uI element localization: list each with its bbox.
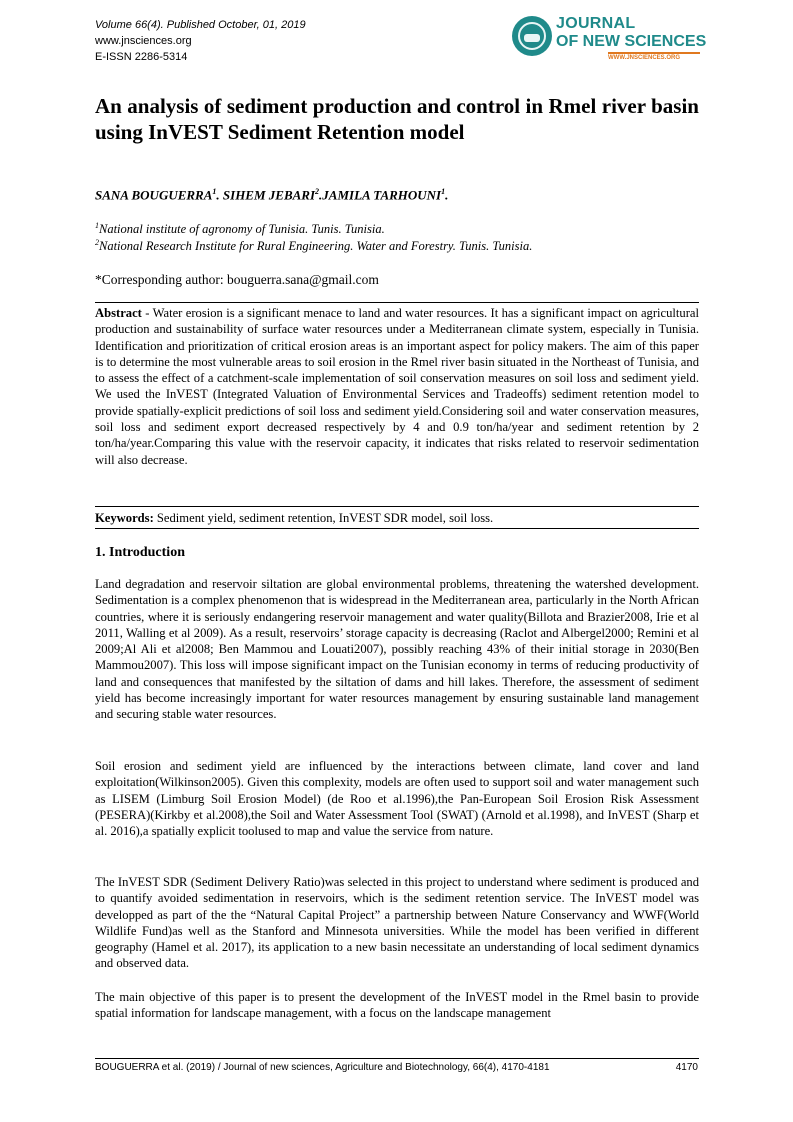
author-separator: . (216, 187, 223, 203)
abstract-text: - Water erosion is a significant menace to land and water resources. It has a significant impact on agricultural production and sustainability of surface water resources under a Mediterranean climate system, especially in Tunisia. Identification and prioritization of critical erosion areas is an important aspect for policy makers. The aim of this paper is to determine the most vulnerable areas to soil erosion in the Rmel river basin situated in the Northeast of Tunisia, and to assess the effect of a catchment-scale implementation of soil conservation measures on soil loss and sediment yield. We used the InVEST (Integrated Valuation of Environmental Services and Tradeoffs) sediment retention model to provide spatially-explicit predictions of soil loss and sediment yield.Considering soil and water conservation measures, soil loss and sediment export decreased respectively by 4 and 0.9 ton/ha/year and sediment retention by 2 ton/ha/year.Comparing this value with the reservoir capacity, it indicates that risks related to reservoir sedimentation will also decrease. (95, 306, 699, 467)
author-affiliation-mark: 1 (212, 187, 217, 196)
author-list (95, 187, 448, 203)
logo-line-new-sciences: OF NEW SCIENCES (556, 33, 707, 50)
author-name: JAMILA TARHOUNI (322, 187, 442, 203)
keywords (95, 510, 699, 526)
abstract-bottom-rule (95, 506, 699, 507)
footer-citation: BOUGUERRA et al. (2019) / Journal of new sciences, Agriculture and Biotechnology, 66(4), 4170-4181 (95, 1062, 550, 1073)
paper-title: An analysis of sediment production and control in Rmel river basin using InVEST Sediment Retention model (95, 94, 699, 144)
logo-line-journal: JOURNAL (556, 15, 636, 32)
body-paragraph-3: The InVEST SDR (Sediment Delivery Ratio)was selected in this project to understand where sediment is produced and to quantify avoided sedimentation in reservoirs, which is the sediment retention service. The InVEST model was developped as part of the the “Natural Capital Project” a partnership between Nature Conservancy and WWF(World Wildlife Fund)as well as the Stanford and Minnesota universities. While the model has been verified in different geography (Hamel et al. 2017), its application to a new basin necessitate an understanding of local sediment dynamics and observed data. (95, 875, 699, 971)
author-name: SANA BOUGUERRA (95, 187, 213, 203)
body-paragraph-2: Soil erosion and sediment yield are influenced by the interactions between climate, land cover and land exploitation(Wilkinson2005). Given this complexity, models are often used to support soil and water management such as LISEM (Limburg Soil Erosion Model) (de Roo et al.1996),the Pan-European Soil Erosion Risk Assessment (PESERA)(Kirkby et al.2008),the Soil and Water Assessment Tool (SWAT) (Arnold et al.1998), and InVEST (Sharp et al. 2016),a spatially explicit toolused to map and value the service from nature. (95, 759, 699, 839)
journal-header-info (95, 17, 306, 65)
website-line: www.jnsciences.org (95, 35, 192, 47)
volume-line: Volume 66(4). Published October, 01, 2019 (95, 19, 306, 31)
abstract-label: Abstract (95, 306, 142, 320)
corresponding-author: *Corresponding author: bouguerra.sana@gmail.com (95, 272, 379, 287)
keywords-text: Sediment yield, sediment retention, InVEST SDR model, soil loss. (153, 511, 494, 525)
body-paragraph-1: Land degradation and reservoir siltation are global environmental problems, threatening the watershed development. Sedimentation is a complex phenomenon that is widespread in the Mediterranean area, particularly in the North African countries, where it is seriously endangering reservoir management and water quality(Billota and Brazier2008, Irie et al 2011, Walling et al 2009). As a result, reservoirs’ storage capacity is decreasing (Raclot and Albergel2000; Remini et al 2009;Al Ali et al2008; Ben Mammou and Louati2007), possibly reaching 43% of their initial storage in 2030(Ben Mammou2007). This loss will impose significant impact on the Tunisian economy in terms of reducing productivity of land and consequences that manifested by the siltation of dams and hill lakes. Therefore, the assessment of sediment yield has become increasingly important for water resources management by ensuring sustainable land management and securing stable water resources. (95, 577, 699, 722)
abstract (95, 305, 699, 468)
page-number: 4170 (675, 1062, 698, 1073)
author-separator: . (445, 187, 449, 203)
body-paragraph-4: The main objective of this paper is to present the development of the InVEST model in the Rmel basin to provide spatial information for landscape management, with a focus on the landscape management (95, 990, 699, 1021)
logo-underline (608, 52, 700, 54)
author-name: SIHEM JEBARI (222, 187, 316, 203)
logo-url: WWW.JNSCIENCES.ORG (608, 55, 681, 61)
section-heading: 1. Introduction (95, 545, 185, 560)
abstract-top-rule (95, 302, 699, 303)
affiliation-1 (95, 221, 385, 237)
journal-emblem-icon (512, 16, 552, 56)
affiliation-text: National Research Institute for Rural Engineering. Water and Forestry. Tunis. Tunisia. (99, 239, 533, 254)
author-affiliation-mark: 2 (315, 187, 320, 196)
journal-logo (512, 14, 707, 66)
footer-rule (95, 1058, 699, 1059)
affiliation-mark: 2 (95, 238, 99, 247)
affiliation-2 (95, 238, 532, 254)
issn-line: E-ISSN 2286-5314 (95, 51, 188, 63)
affiliation-text: National institute of agronomy of Tunisia. Tunis. Tunisia. (99, 222, 385, 237)
affiliation-mark: 1 (95, 221, 99, 230)
author-separator: . (319, 187, 323, 203)
keywords-label: Keywords: (95, 511, 154, 525)
keywords-bottom-rule (95, 528, 699, 529)
author-affiliation-mark: 1 (441, 187, 446, 196)
